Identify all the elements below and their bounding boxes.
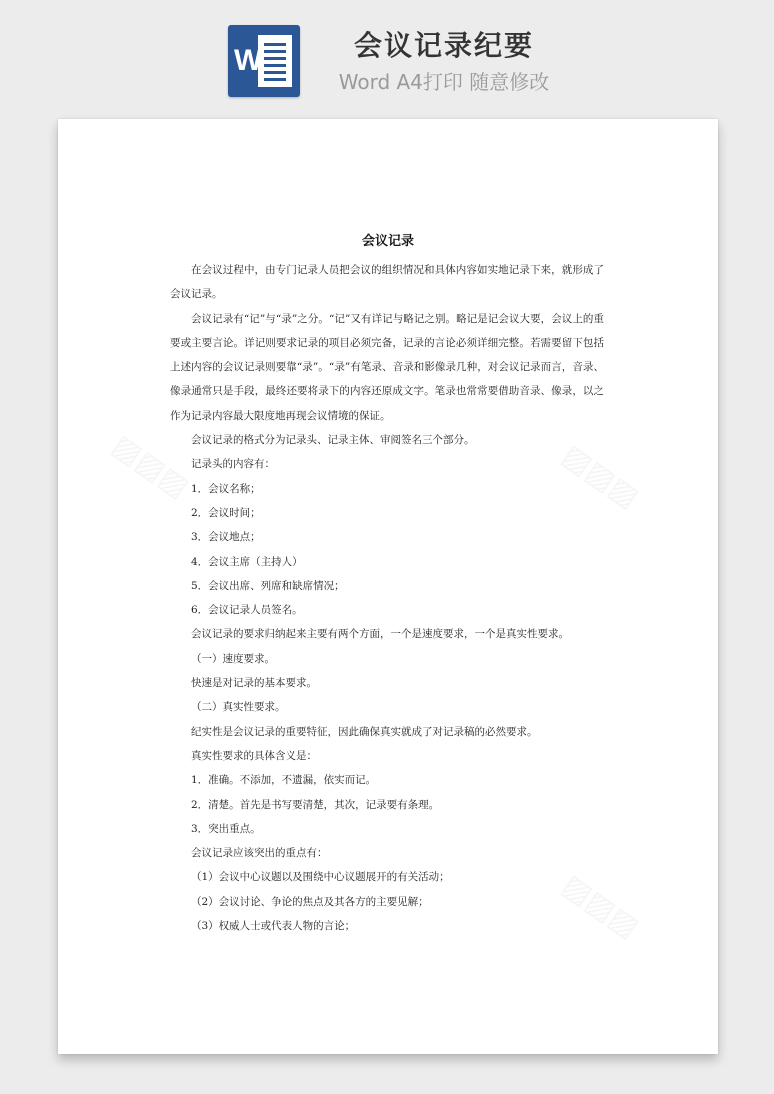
document-paragraph: 2．会议时间； <box>191 506 261 519</box>
document-page <box>58 119 718 1054</box>
document-paragraph: 3．突出重点。 <box>191 822 261 835</box>
watermark-mark: ▨▨▨ <box>555 437 646 516</box>
banner-subtitle: Word A4打印 随意修改 <box>338 70 550 94</box>
document-paragraph: （2）会议讨论、争论的焦点及其各方的主要见解； <box>191 895 429 908</box>
banner <box>0 0 774 110</box>
watermark-mark: ▨▨▨ <box>555 867 646 946</box>
document-paragraph: 4．会议主席（主持人） <box>191 555 303 568</box>
document-paragraph: （1）会议中心议题以及围绕中心议题展开的有关活动； <box>191 871 450 884</box>
document-paragraph: 2．清楚。首先是书写要清楚，其次，记录要有条理。 <box>191 798 440 811</box>
document-title: 会议记录 <box>361 234 414 249</box>
document-paragraph: 快速是对记录的基本要求。 <box>191 677 317 690</box>
document-paragraph: 1．会议名称； <box>191 482 261 495</box>
word-icon <box>228 25 300 97</box>
watermark-mark: ▨▨▨ <box>105 427 196 506</box>
document-paragraph: 6．会议记录人员签名。 <box>191 604 303 617</box>
document-paragraph: 记录头的内容有： <box>191 458 275 471</box>
document-paragraph: （3）权威人士或代表人物的言论； <box>191 920 356 933</box>
document-paragraph: （二）真实性要求。 <box>191 701 286 714</box>
document-paragraph: 会议记录的格式分为记录头、记录主体、审阅签名三个部分。 <box>191 434 475 447</box>
document-paragraph: 会议记录有“记”与“录”之分。“记”又有详记与略记之别。略记是记会议大要，会议上的重要或主要言论。详记则要求记录的项目必须完备，记录的言论必须详细完整。若需要留下包括上述内容的会议记录则要靠“录”。“录”有笔录、音录和影像录几种，对会议记录而言，音录、像录通常只是手段，最终还要将录下的内容还原成文字。笔录也常常要借助音录、像录，以之作为记录内容最大限度地再现会议情境的保证。 <box>170 312 604 422</box>
document-paragraph: 在会议过程中，由专门记录人员把会议的组织情况和具体内容如实地记录下来，就形成了会议记录。 <box>170 264 604 301</box>
banner-title: 会议记录纪要 <box>353 29 534 62</box>
document-body <box>170 258 604 938</box>
document-paragraph: 5．会议出席、列席和缺席情况； <box>191 579 345 592</box>
document-paragraph: 3．会议地点； <box>191 531 261 544</box>
document-paragraph: 会议记录的要求归纳起来主要有两个方面，一个是速度要求，一个是真实性要求。 <box>191 628 569 641</box>
document-paragraph: 1．准确。不添加，不遗漏，依实而记。 <box>191 774 377 787</box>
document-paragraph: 真实性要求的具体含义是： <box>191 749 317 762</box>
document-paragraph: （一）速度要求。 <box>191 652 275 665</box>
document-paragraph: 会议记录应该突出的重点有： <box>191 847 328 860</box>
word-icon-letter: W <box>234 44 263 77</box>
document-paragraph: 纪实性是会议记录的重要特征，因此确保真实就成了对记录稿的必然要求。 <box>191 725 538 738</box>
